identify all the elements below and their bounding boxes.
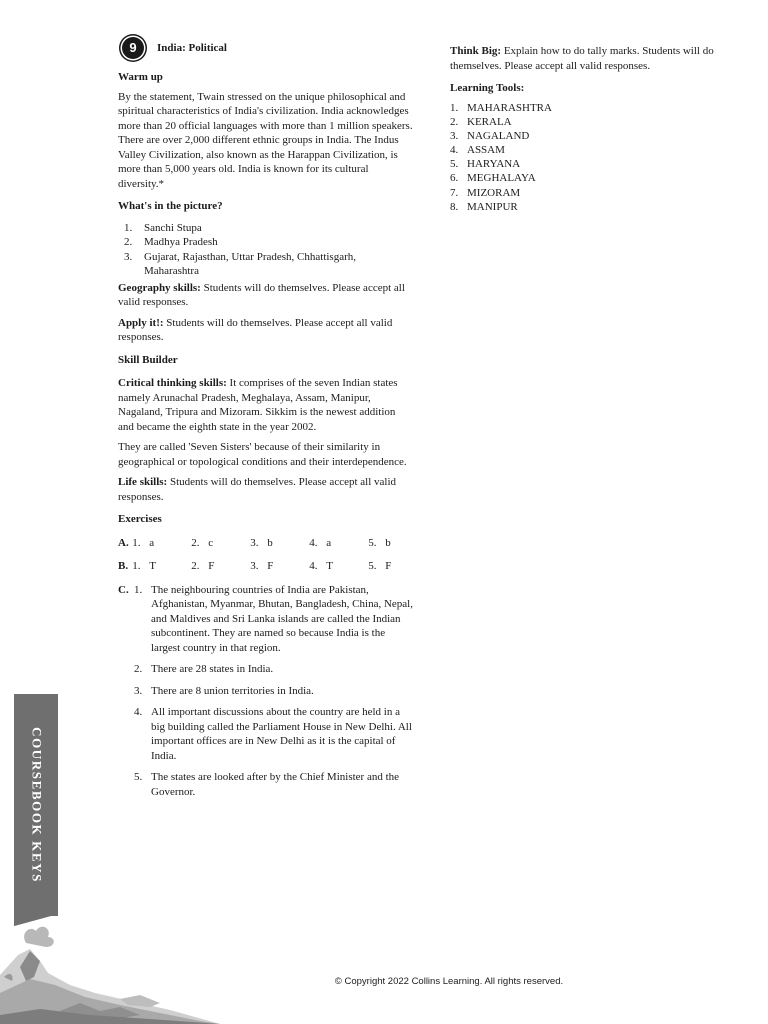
list-item: C. 1. The neighbouring countries of India are Pakistan, Afghanistan, Myanmar, Bhutan, Bangladesh, China, Nepal, and Maldives and Sri Lanka islands are called the Indian subcontinent. They are named so because India is the largest country in that region. <box>118 583 413 654</box>
geography-skills: Geography skills: Students will do themselves. Please accept all valid responses. <box>118 281 405 308</box>
chapter-number-badge: 9 <box>122 37 144 59</box>
coursebook-keys-tab <box>14 694 58 916</box>
list-item: 4. ASSAM <box>450 144 505 157</box>
warm-up-heading: Warm up <box>118 71 163 83</box>
skill-builder-heading: Skill Builder <box>118 353 178 366</box>
seven-sisters-text: They are called 'Seven Sisters' because of their similarity in geographical or topological conditions and their interdependence. <box>118 441 407 468</box>
list-item: 1. MAHARASHTRA <box>450 101 552 114</box>
answer-cell: 3. F <box>250 560 274 572</box>
list-item: 7. MIZORAM <box>450 186 521 199</box>
picture-heading: What's in the picture? <box>118 200 223 212</box>
chapter-title: India: Political <box>157 41 227 54</box>
answer-cell: 4. a <box>309 536 332 549</box>
copyright-footer: © Copyright 2022 Collins Learning. All rights reserved. <box>334 976 564 987</box>
list-item: 5. HARYANA <box>450 158 521 171</box>
list-item: 2. There are 28 states in India. <box>134 663 274 675</box>
critical-thinking: Critical thinking skills: It comprises of the seven Indian states namely Arunachal Pradesh, Meghalaya, Assam, Manipur, Nagaland, Tripura and Mizoram. Sikkim is the newest addition and became the eighth state in the year 2002. <box>118 377 398 433</box>
answers-b: B. 1. T 2. F 3. F 4. T 5. F <box>118 559 413 574</box>
think-big: Think Big: Explain how to do tally marks. Students will do themselves. Please accept all valid responses. <box>450 45 714 72</box>
list-item: 1. Sanchi Stupa <box>124 221 202 234</box>
answer-cell: 5. b <box>368 536 391 549</box>
answer-cell: 2. F <box>191 560 215 572</box>
chapter-header <box>118 35 413 61</box>
list-item: 2. Madhya Pradesh <box>124 236 218 248</box>
apply-it: Apply it!: Students will do themselves. Please accept all valid responses. <box>118 316 393 343</box>
answers-c <box>118 583 413 800</box>
warm-up-text: By the statement, Twain stressed on the unique philosophical and spiritual characteristics of India's civilization. India acknowledges more than 20 official languages with more than 1 million speakers. There are over 2,000 different ethnic groups in India. The Indus Valley Civilization, also known as the Harappan Civilization, is more than 5,000 years old. India is known for its cultural diversity.* <box>118 90 413 190</box>
exercises-heading: Exercises <box>118 513 162 525</box>
list-item: 3. Gujarat, Rajasthan, Uttar Pradesh, Chhattisgarh, Maharashtra <box>124 250 357 277</box>
answer-cell: 5. F <box>368 560 392 572</box>
list-item: 3. NAGALAND <box>450 129 530 142</box>
answer-cell: 1. a <box>132 536 155 549</box>
picture-list <box>118 221 413 279</box>
list-item: 4. All important discussions about the country are held in a big building called the Parliament House in New Delhi. All important offices are in New Delhi as it is the capital of India. <box>134 706 412 762</box>
answers-a: A. 1. a 2. c 3. b 4. a 5. b <box>118 536 413 551</box>
list-item: 8. MANIPUR <box>450 200 518 213</box>
answer-cell: 1. T <box>132 560 157 572</box>
left-column <box>118 35 413 806</box>
learning-tools-heading: Learning Tools: <box>450 82 525 94</box>
list-item: 2. KERALA <box>450 115 512 128</box>
list-item: 6. MEGHALAYA <box>450 172 536 185</box>
life-skills: Life skills: Students will do themselves. Please accept all valid responses. <box>118 476 397 503</box>
answer-cell: 2. c <box>191 536 214 549</box>
learning-tools-list <box>450 101 730 215</box>
list-item: 3. There are 8 union territories in India. <box>134 684 314 697</box>
answer-cell: 3. b <box>250 536 273 549</box>
answer-cell: 4. T <box>309 560 334 572</box>
right-column <box>450 44 730 214</box>
side-tab-label: COURSEBOOK KEYS <box>29 727 45 883</box>
list-item: 5. The states are looked after by the Chief Minister and the Governor. <box>134 771 400 798</box>
volcano-illustration <box>0 915 220 1024</box>
